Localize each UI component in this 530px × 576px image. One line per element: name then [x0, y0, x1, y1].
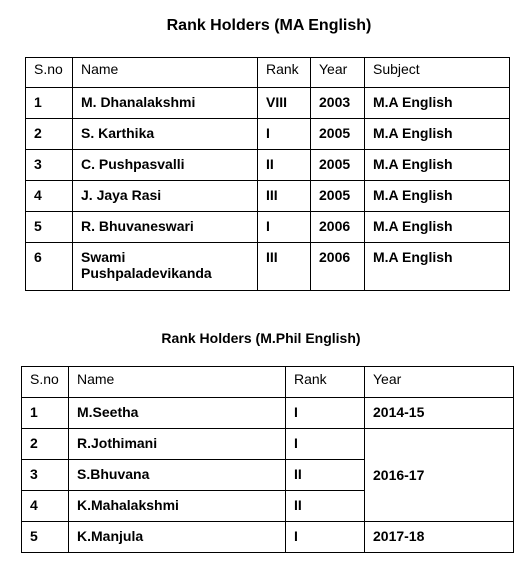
cell-year: 2006 — [311, 243, 365, 291]
cell-sno: 1 — [22, 398, 69, 429]
cell-name: S.Bhuvana — [69, 460, 286, 491]
cell-name: C. Pushpasvalli — [73, 150, 258, 181]
cell-year: 2005 — [311, 150, 365, 181]
column-header-name: Name — [73, 58, 258, 88]
cell-rank: III — [258, 181, 311, 212]
cell-sno: 4 — [22, 491, 69, 522]
cell-name: K.Manjula — [69, 522, 286, 553]
cell-subject: M.A English — [365, 212, 510, 243]
table-header-row — [22, 367, 514, 398]
table-row — [26, 243, 510, 291]
column-header-year: Year — [311, 58, 365, 88]
table-row — [26, 212, 510, 243]
cell-rank: II — [286, 491, 365, 522]
cell-year: 2017-18 — [365, 522, 514, 553]
cell-year: 2016-17 — [365, 429, 514, 522]
cell-sno: 3 — [22, 460, 69, 491]
cell-sno: 2 — [26, 119, 73, 150]
cell-name: R. Bhuvaneswari — [73, 212, 258, 243]
table-row — [22, 429, 514, 460]
mphil-rank-holders-title: Rank Holders (M.Phil English) — [161, 330, 361, 346]
cell-name: M. Dhanalakshmi — [73, 88, 258, 119]
cell-rank: II — [258, 150, 311, 181]
cell-sno: 2 — [22, 429, 69, 460]
table-row — [26, 88, 510, 119]
cell-year: 2014-15 — [365, 398, 514, 429]
column-header-rank: Rank — [286, 367, 365, 398]
column-header-sno: S.no — [22, 367, 69, 398]
ma-rank-holders-title: Rank Holders (MA English) — [166, 17, 372, 34]
column-header-year: Year — [365, 367, 514, 398]
cell-year: 2005 — [311, 181, 365, 212]
cell-rank: I — [286, 398, 365, 429]
cell-rank: I — [286, 522, 365, 553]
table-row — [26, 181, 510, 212]
cell-year: 2005 — [311, 119, 365, 150]
cell-name: J. Jaya Rasi — [73, 181, 258, 212]
mphil-rank-holders-table — [21, 366, 514, 553]
cell-year: 2006 — [311, 212, 365, 243]
cell-sno: 3 — [26, 150, 73, 181]
cell-sno: 4 — [26, 181, 73, 212]
cell-subject: M.A English — [365, 181, 510, 212]
cell-sno: 5 — [26, 212, 73, 243]
cell-subject: M.A English — [365, 243, 510, 291]
cell-name: Swami Pushpaladevikanda — [73, 243, 258, 291]
ma-rank-holders-table — [25, 57, 510, 291]
cell-rank: III — [258, 243, 311, 291]
cell-name: S. Karthika — [73, 119, 258, 150]
cell-sno: 1 — [26, 88, 73, 119]
cell-rank: I — [258, 119, 311, 150]
cell-subject: M.A English — [365, 119, 510, 150]
cell-name: M.Seetha — [69, 398, 286, 429]
cell-rank: II — [286, 460, 365, 491]
cell-sno: 5 — [22, 522, 69, 553]
cell-rank: I — [258, 212, 311, 243]
cell-rank: I — [286, 429, 365, 460]
cell-sno: 6 — [26, 243, 73, 291]
cell-name: K.Mahalakshmi — [69, 491, 286, 522]
cell-name: R.Jothimani — [69, 429, 286, 460]
cell-subject: M.A English — [365, 150, 510, 181]
table-row — [26, 119, 510, 150]
table-row — [22, 398, 514, 429]
column-header-sno: S.no — [26, 58, 73, 88]
cell-year: 2003 — [311, 88, 365, 119]
column-header-rank: Rank — [258, 58, 311, 88]
cell-rank: VIII — [258, 88, 311, 119]
column-header-subject: Subject — [365, 58, 510, 88]
column-header-name: Name — [69, 367, 286, 398]
table-row — [26, 150, 510, 181]
cell-subject: M.A English — [365, 88, 510, 119]
table-header-row — [26, 58, 510, 88]
table-row — [22, 522, 514, 553]
